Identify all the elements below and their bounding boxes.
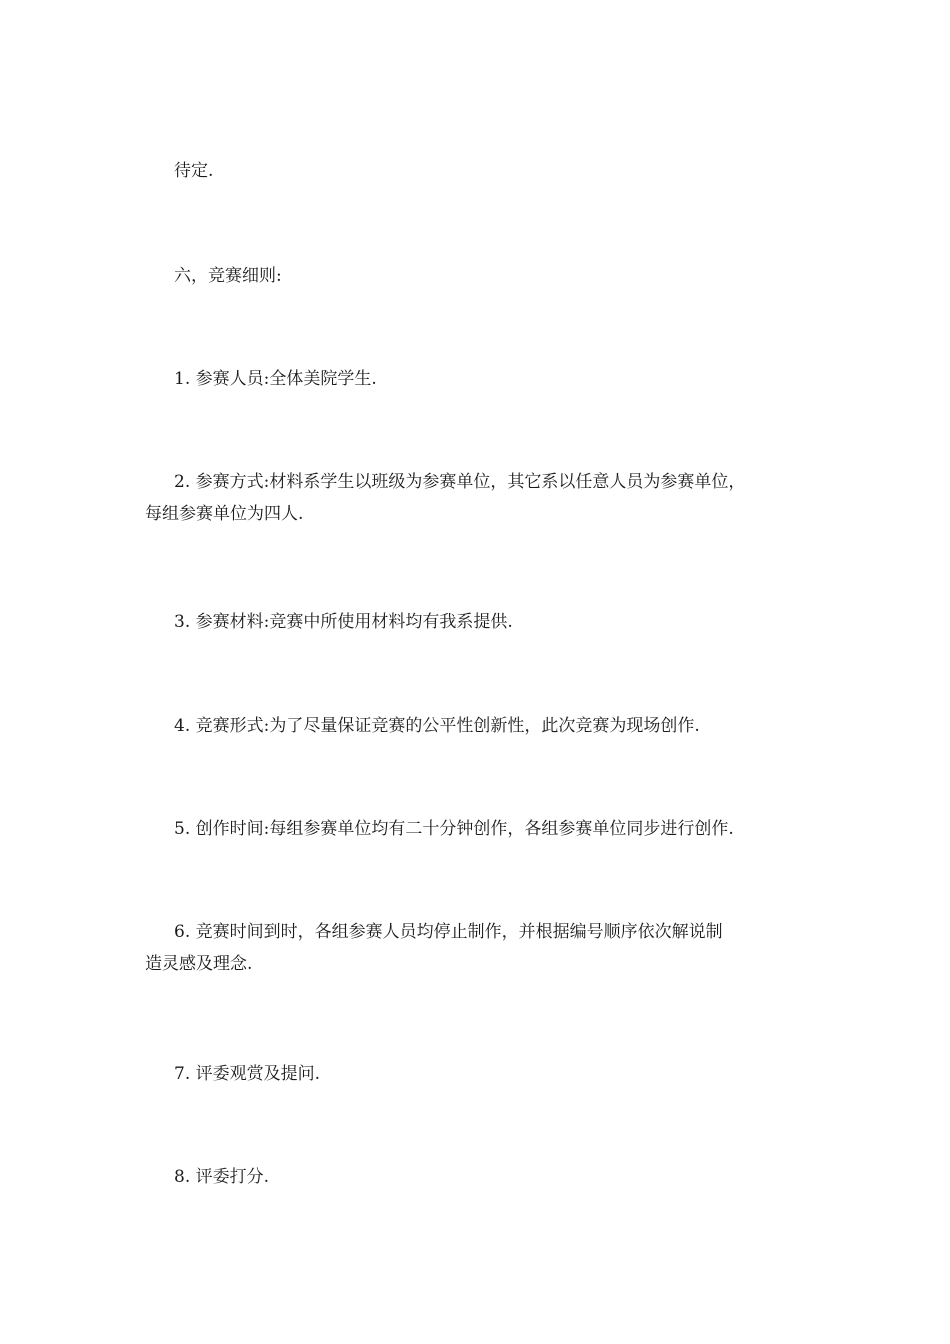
paragraph-line: 1. 参赛人员:全体美院学生. [174,369,377,389]
paragraph-line: 3. 参赛材料:竞赛中所使用材料均有我系提供. [174,612,513,632]
paragraph-line: 4. 竞赛形式:为了尽量保证竞赛的公平性创新性，此次竞赛为现场创作. [174,716,700,736]
paragraph-line: 6. 竞赛时间到时，各组参赛人员均停止制作，并根据编号顺序依次解说制 [174,922,723,942]
rule-item-2 [145,466,825,530]
paragraph-line: 2. 参赛方式:材料系学生以班级为参赛单位，其它系以任意人员为参赛单位， [174,472,746,492]
paragraph-line: 待定. [174,161,214,181]
rule-item-8 [145,1161,825,1193]
paragraph-line: 每组参赛单位为四人. [145,504,304,524]
paragraph-line: 7. 评委观赏及提问. [174,1064,321,1084]
rule-item-7 [145,1058,825,1090]
rule-item-6 [145,916,825,980]
paragraph-line: 造灵感及理念. [145,954,253,974]
rule-item-4 [145,710,825,742]
rule-item-3 [145,606,825,638]
paragraph-line: 六，竞赛细则: [174,266,282,286]
rule-item-5 [145,813,825,845]
paragraph-pending [145,155,825,187]
section-heading-rules [145,260,825,292]
paragraph-line: 5. 创作时间:每组参赛单位均有二十分钟创作，各组参赛单位同步进行创作. [174,819,734,839]
rule-item-1 [145,363,825,395]
paragraph-line: 8. 评委打分. [174,1167,270,1187]
